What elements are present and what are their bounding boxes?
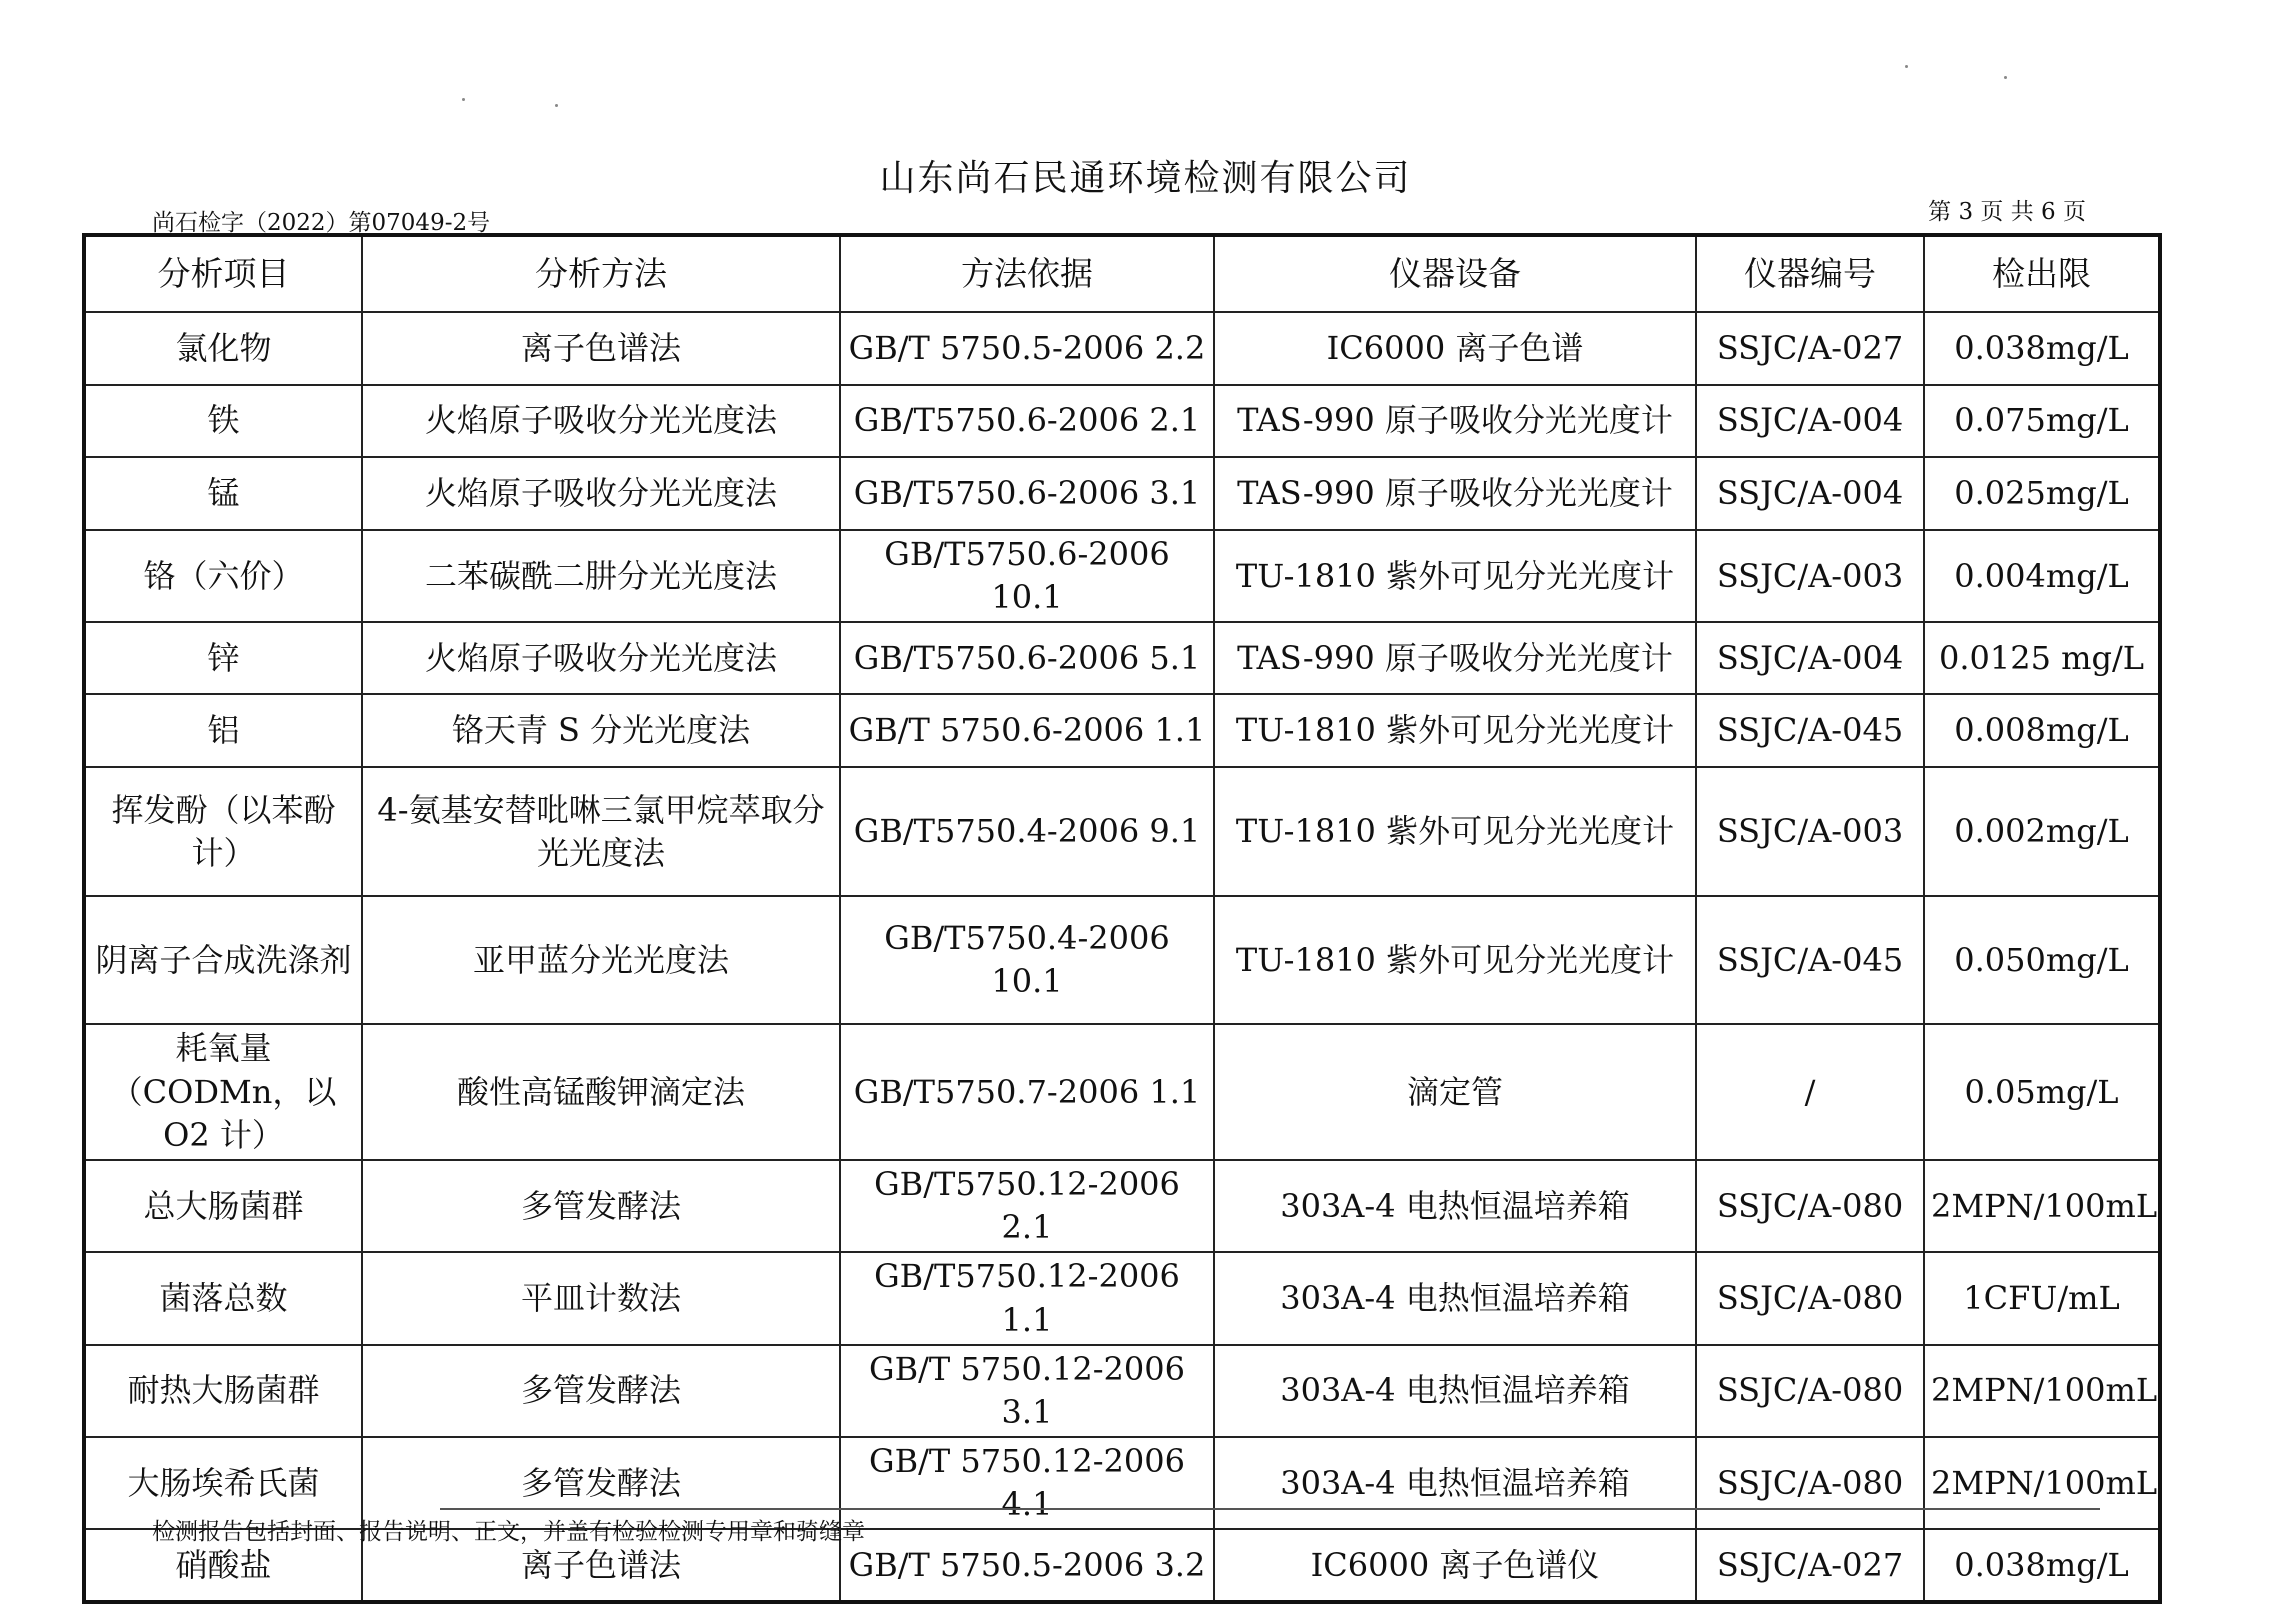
table-header-row bbox=[84, 235, 2160, 312]
cell-instrument: 303A-4 电热恒温培养箱 bbox=[1214, 1160, 1696, 1252]
cell-basis: GB/T5750.6-2006 10.1 bbox=[840, 530, 1214, 622]
cell-instrument: IC6000 离子色谱仪 bbox=[1214, 1529, 1696, 1602]
header-instrument-id: 仪器编号 bbox=[1696, 235, 1924, 312]
cell-method: 二苯碳酰二肼分光光度法 bbox=[362, 530, 840, 622]
cell-instrument-id: SSJC/A-003 bbox=[1696, 530, 1924, 622]
table-row bbox=[84, 1252, 2160, 1344]
cell-instrument: TU-1810 紫外可见分光光度计 bbox=[1214, 896, 1696, 1024]
page-indicator: 第 3 页 共 6 页 bbox=[1928, 199, 2086, 225]
footer-divider bbox=[440, 1508, 2100, 1510]
table-row bbox=[84, 312, 2160, 385]
cell-limit: 0.0125 mg/L bbox=[1924, 622, 2160, 694]
cell-basis: GB/T5750.6-2006 5.1 bbox=[840, 622, 1214, 694]
table-row bbox=[84, 1024, 2160, 1160]
cell-instrument: 303A-4 电热恒温培养箱 bbox=[1214, 1437, 1696, 1529]
cell-item: 挥发酚（以苯酚计） bbox=[84, 767, 362, 896]
cell-limit: 0.025mg/L bbox=[1924, 457, 2160, 530]
header-instrument: 仪器设备 bbox=[1214, 235, 1696, 312]
cell-basis: GB/T 5750.6-2006 1.1 bbox=[840, 694, 1214, 767]
cell-item: 氯化物 bbox=[84, 312, 362, 385]
table-row bbox=[84, 694, 2160, 767]
cell-item: 铝 bbox=[84, 694, 362, 767]
cell-item: 铬（六价） bbox=[84, 530, 362, 622]
header-analysis-item: 分析项目 bbox=[84, 235, 362, 312]
cell-limit: 2MPN/100mL bbox=[1924, 1345, 2160, 1437]
cell-instrument-id: SSJC/A-045 bbox=[1696, 896, 1924, 1024]
cell-instrument: 303A-4 电热恒温培养箱 bbox=[1214, 1345, 1696, 1437]
cell-instrument: 303A-4 电热恒温培养箱 bbox=[1214, 1252, 1696, 1344]
cell-limit: 0.050mg/L bbox=[1924, 896, 2160, 1024]
scan-speck bbox=[1905, 65, 1908, 68]
cell-method: 亚甲蓝分光光度法 bbox=[362, 896, 840, 1024]
cell-method: 多管发酵法 bbox=[362, 1437, 840, 1529]
cell-instrument-id: / bbox=[1696, 1024, 1924, 1160]
cell-limit: 0.002mg/L bbox=[1924, 767, 2160, 896]
cell-instrument: TU-1810 紫外可见分光光度计 bbox=[1214, 530, 1696, 622]
cell-limit: 0.038mg/L bbox=[1924, 1529, 2160, 1602]
cell-basis: GB/T5750.4-2006 10.1 bbox=[840, 896, 1214, 1024]
cell-limit: 2MPN/100mL bbox=[1924, 1437, 2160, 1529]
cell-basis: GB/T 5750.12-2006 4.1 bbox=[840, 1437, 1214, 1529]
cell-basis: GB/T5750.12-2006 2.1 bbox=[840, 1160, 1214, 1252]
cell-basis: GB/T5750.4-2006 9.1 bbox=[840, 767, 1214, 896]
cell-item: 锌 bbox=[84, 622, 362, 694]
cell-limit: 0.05mg/L bbox=[1924, 1024, 2160, 1160]
cell-instrument-id: SSJC/A-080 bbox=[1696, 1437, 1924, 1529]
cell-instrument-id: SSJC/A-004 bbox=[1696, 457, 1924, 530]
cell-instrument: 滴定管 bbox=[1214, 1024, 1696, 1160]
cell-item: 铁 bbox=[84, 385, 362, 457]
header-method-basis: 方法依据 bbox=[840, 235, 1214, 312]
cell-instrument-id: SSJC/A-080 bbox=[1696, 1252, 1924, 1344]
company-name: 山东尚石民通环境检测有限公司 bbox=[879, 158, 1412, 199]
cell-basis: GB/T 5750.5-2006 2.2 bbox=[840, 312, 1214, 385]
scan-speck bbox=[2004, 76, 2007, 79]
cell-basis: GB/T 5750.12-2006 3.1 bbox=[840, 1345, 1214, 1437]
table-row bbox=[84, 896, 2160, 1024]
cell-instrument-id: SSJC/A-004 bbox=[1696, 622, 1924, 694]
table-row bbox=[84, 767, 2160, 896]
cell-method: 离子色谱法 bbox=[362, 1529, 840, 1602]
cell-limit: 0.038mg/L bbox=[1924, 312, 2160, 385]
cell-method: 离子色谱法 bbox=[362, 312, 840, 385]
cell-basis: GB/T5750.6-2006 3.1 bbox=[840, 457, 1214, 530]
cell-basis: GB/T5750.7-2006 1.1 bbox=[840, 1024, 1214, 1160]
cell-instrument: TAS-990 原子吸收分光光度计 bbox=[1214, 457, 1696, 530]
cell-instrument-id: SSJC/A-080 bbox=[1696, 1345, 1924, 1437]
table-row bbox=[84, 530, 2160, 622]
header-detection-limit: 检出限 bbox=[1924, 235, 2160, 312]
cell-method: 4-氨基安替吡啉三氯甲烷萃取分光光度法 bbox=[362, 767, 840, 896]
cell-method: 酸性高锰酸钾滴定法 bbox=[362, 1024, 840, 1160]
cell-method: 火焰原子吸收分光光度法 bbox=[362, 622, 840, 694]
cell-instrument-id: SSJC/A-027 bbox=[1696, 1529, 1924, 1602]
cell-method: 火焰原子吸收分光光度法 bbox=[362, 457, 840, 530]
cell-instrument-id: SSJC/A-004 bbox=[1696, 385, 1924, 457]
table-row bbox=[84, 622, 2160, 694]
cell-basis: GB/T5750.6-2006 2.1 bbox=[840, 385, 1214, 457]
cell-limit: 0.008mg/L bbox=[1924, 694, 2160, 767]
report-number: 尚石检字（2022）第07049-2号 bbox=[152, 210, 491, 236]
table-row bbox=[84, 1160, 2160, 1252]
cell-method: 平皿计数法 bbox=[362, 1252, 840, 1344]
cell-limit: 1CFU/mL bbox=[1924, 1252, 2160, 1344]
cell-item: 阴离子合成洗涤剂 bbox=[84, 896, 362, 1024]
table-row bbox=[84, 385, 2160, 457]
cell-instrument: TAS-990 原子吸收分光光度计 bbox=[1214, 622, 1696, 694]
header-analysis-method: 分析方法 bbox=[362, 235, 840, 312]
cell-method: 铬天青 S 分光光度法 bbox=[362, 694, 840, 767]
cell-limit: 0.075mg/L bbox=[1924, 385, 2160, 457]
cell-item: 锰 bbox=[84, 457, 362, 530]
cell-basis: GB/T 5750.5-2006 3.2 bbox=[840, 1529, 1214, 1602]
cell-instrument-id: SSJC/A-045 bbox=[1696, 694, 1924, 767]
cell-item: 菌落总数 bbox=[84, 1252, 362, 1344]
cell-basis: GB/T5750.12-2006 1.1 bbox=[840, 1252, 1214, 1344]
cell-instrument-id: SSJC/A-080 bbox=[1696, 1160, 1924, 1252]
analysis-methods-table bbox=[82, 233, 2162, 1604]
cell-method: 火焰原子吸收分光光度法 bbox=[362, 385, 840, 457]
cell-limit: 2MPN/100mL bbox=[1924, 1160, 2160, 1252]
cell-instrument: TU-1810 紫外可见分光光度计 bbox=[1214, 767, 1696, 896]
table-row bbox=[84, 457, 2160, 530]
cell-item: 总大肠菌群 bbox=[84, 1160, 362, 1252]
cell-method: 多管发酵法 bbox=[362, 1345, 840, 1437]
cell-item: 耗氧量（CODMn，以 O2 计） bbox=[84, 1024, 362, 1160]
cell-instrument-id: SSJC/A-027 bbox=[1696, 312, 1924, 385]
scan-speck bbox=[555, 104, 558, 107]
scan-speck bbox=[462, 98, 465, 101]
cell-item: 耐热大肠菌群 bbox=[84, 1345, 362, 1437]
cell-limit: 0.004mg/L bbox=[1924, 530, 2160, 622]
cell-method: 多管发酵法 bbox=[362, 1160, 840, 1252]
footer-note: 检测报告包括封面、报告说明、正文，并盖有检验检测专用章和骑缝章 bbox=[152, 1519, 865, 1545]
cell-instrument-id: SSJC/A-003 bbox=[1696, 767, 1924, 896]
cell-instrument: IC6000 离子色谱 bbox=[1214, 312, 1696, 385]
cell-item: 硝酸盐 bbox=[84, 1529, 362, 1602]
table-row bbox=[84, 1345, 2160, 1437]
cell-instrument: TAS-990 原子吸收分光光度计 bbox=[1214, 385, 1696, 457]
cell-item: 大肠埃希氏菌 bbox=[84, 1437, 362, 1529]
cell-instrument: TU-1810 紫外可见分光光度计 bbox=[1214, 694, 1696, 767]
